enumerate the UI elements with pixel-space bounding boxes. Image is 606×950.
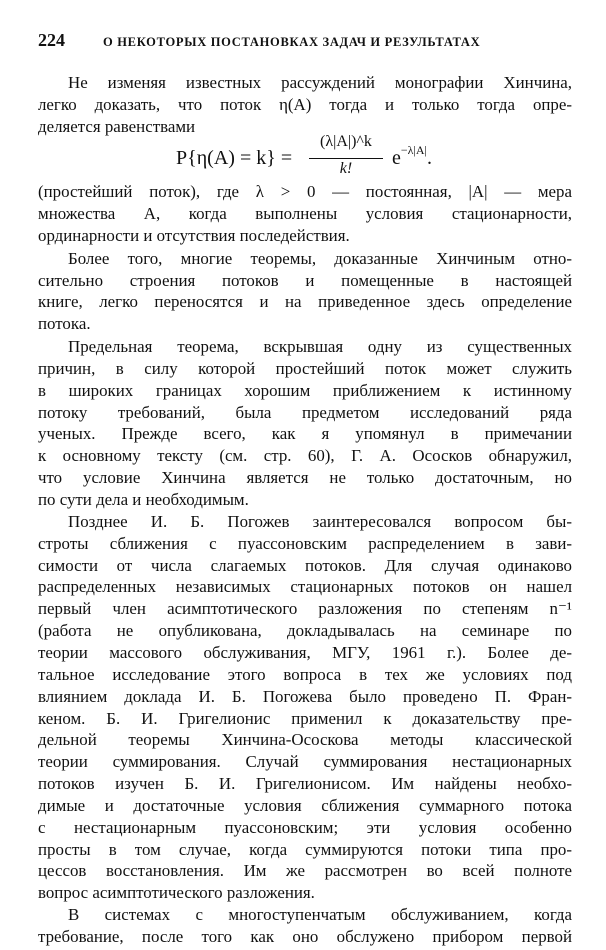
paragraph-line: кеном. Б. И. Григелионис применил к доказательству пре- bbox=[38, 708, 572, 728]
paragraph-line: ученых. Прежде всего, как я упомянул в примечании bbox=[38, 424, 572, 444]
formula-period: . bbox=[426, 147, 432, 169]
paragraph-line: В системах с многоступенчатым обслуживанием, когда bbox=[68, 905, 572, 925]
running-title: О НЕКОТОРЫХ ПОСТАНОВКАХ ЗАДАЧ И РЕЗУЛЬТАТАХ bbox=[103, 35, 481, 49]
formula-exp-power: −λ|A| bbox=[400, 143, 427, 157]
paragraph-line: сительно строения потоков и помещенные в настоящей bbox=[38, 270, 572, 290]
paragraph-line: потоков изучен Б. И. Григелионисом. Им найдены необхо- bbox=[38, 774, 572, 794]
paragraph-line: теории массового обслуживания, МГУ, 1961 г.). Более де- bbox=[38, 642, 572, 662]
paragraph-line: требование, после того как оно обслужено прибором первой bbox=[38, 927, 572, 946]
formula-numerator: (λ|A|)^k bbox=[320, 133, 372, 150]
paragraph-line: Более того, многие теоремы, доказанные Хинчиным отно- bbox=[68, 248, 572, 268]
paragraph-line: легко доказать, что поток η(A) тогда и только тогда опре- bbox=[38, 94, 572, 114]
paragraph-line: с нестационарным пуассоновским; эти условия особенно bbox=[38, 817, 572, 837]
paragraph-line: тальное исследование этого вопроса в тех же условиях под bbox=[38, 664, 572, 684]
paragraph-line: распределенных независимых стационарных потоков он нашел bbox=[38, 577, 572, 597]
paragraph-line: влиянием доклада И. Б. Погожева было проведено П. Фран- bbox=[38, 686, 572, 706]
paragraph-line: деляется равенствами bbox=[38, 116, 196, 136]
paragraph-line: множества A, когда выполнены условия стационарности, bbox=[38, 204, 572, 224]
formula-exponential bbox=[392, 143, 432, 170]
paragraph-line: первый член асимптотического разложения по степеням n⁻¹ bbox=[38, 599, 572, 619]
paragraph-line: по сути дела и необходимым. bbox=[38, 490, 249, 510]
paragraph-line: потока. bbox=[38, 314, 91, 334]
paragraph-line: строты сближения с пуассоновским распределением в зави- bbox=[38, 533, 572, 553]
paragraph-line: просты в том случае, когда суммируются потоки типа про- bbox=[38, 839, 572, 859]
paragraph-line: книге, легко переносятся и на приведенное здесь определение bbox=[38, 292, 572, 312]
page-number: 224 bbox=[38, 30, 65, 50]
paragraph-line: (простейший поток), где λ > 0 — постоянная, |A| — мера bbox=[38, 182, 572, 202]
formula-left-side: P{η(A) = k} = bbox=[176, 147, 293, 169]
paragraph-line: в широких границах хорошим приближением к истинному bbox=[38, 380, 572, 400]
paragraph-line: теории суммирования. Случай суммирования нестационарных bbox=[38, 752, 572, 772]
poisson-probability-formula bbox=[176, 133, 476, 187]
formula-fraction bbox=[306, 133, 386, 187]
paragraph-line: причин, в силу которой простейший поток может служить bbox=[38, 358, 572, 378]
paragraph-line: потоку требований, была предметом исследований ряда bbox=[38, 402, 572, 422]
paragraph-line: Не изменяя известных рассуждений монографии Хинчина, bbox=[68, 73, 572, 92]
formula-exp-base: e bbox=[392, 147, 401, 169]
paragraph-line: ординарности и отсутствия последействия. bbox=[38, 225, 350, 245]
fraction-bar bbox=[309, 158, 383, 159]
paragraph-line: цессов восстановления. Им же рассмотрен во всей полноте bbox=[38, 861, 572, 881]
paragraph-line: что условие Хинчина является не только достаточным, но bbox=[38, 468, 572, 488]
paragraph-line: к основному тексту (см. стр. 60), Г. А. Ососков обнаружил, bbox=[38, 446, 572, 466]
paragraph-line: Предельная теорема, вскрывшая одну из существенных bbox=[68, 337, 572, 357]
running-head bbox=[38, 30, 573, 54]
paragraph-line: дельной теоремы Хинчина-Ососкова методы классической bbox=[38, 730, 572, 750]
paragraph-line: димые и достаточные условия сближения суммарного потока bbox=[38, 795, 572, 815]
paragraph-line: (работа не опубликована, докладывалась на семинаре по bbox=[38, 621, 572, 641]
formula-denominator: k! bbox=[339, 160, 353, 177]
paragraph-line: симости от числа слагаемых потоков. Для случая одинаково bbox=[38, 555, 572, 575]
paragraph-line: Позднее И. Б. Погожев заинтересовался вопросом бы- bbox=[68, 511, 572, 531]
paragraph-line: вопрос асимптотического разложения. bbox=[38, 883, 315, 903]
